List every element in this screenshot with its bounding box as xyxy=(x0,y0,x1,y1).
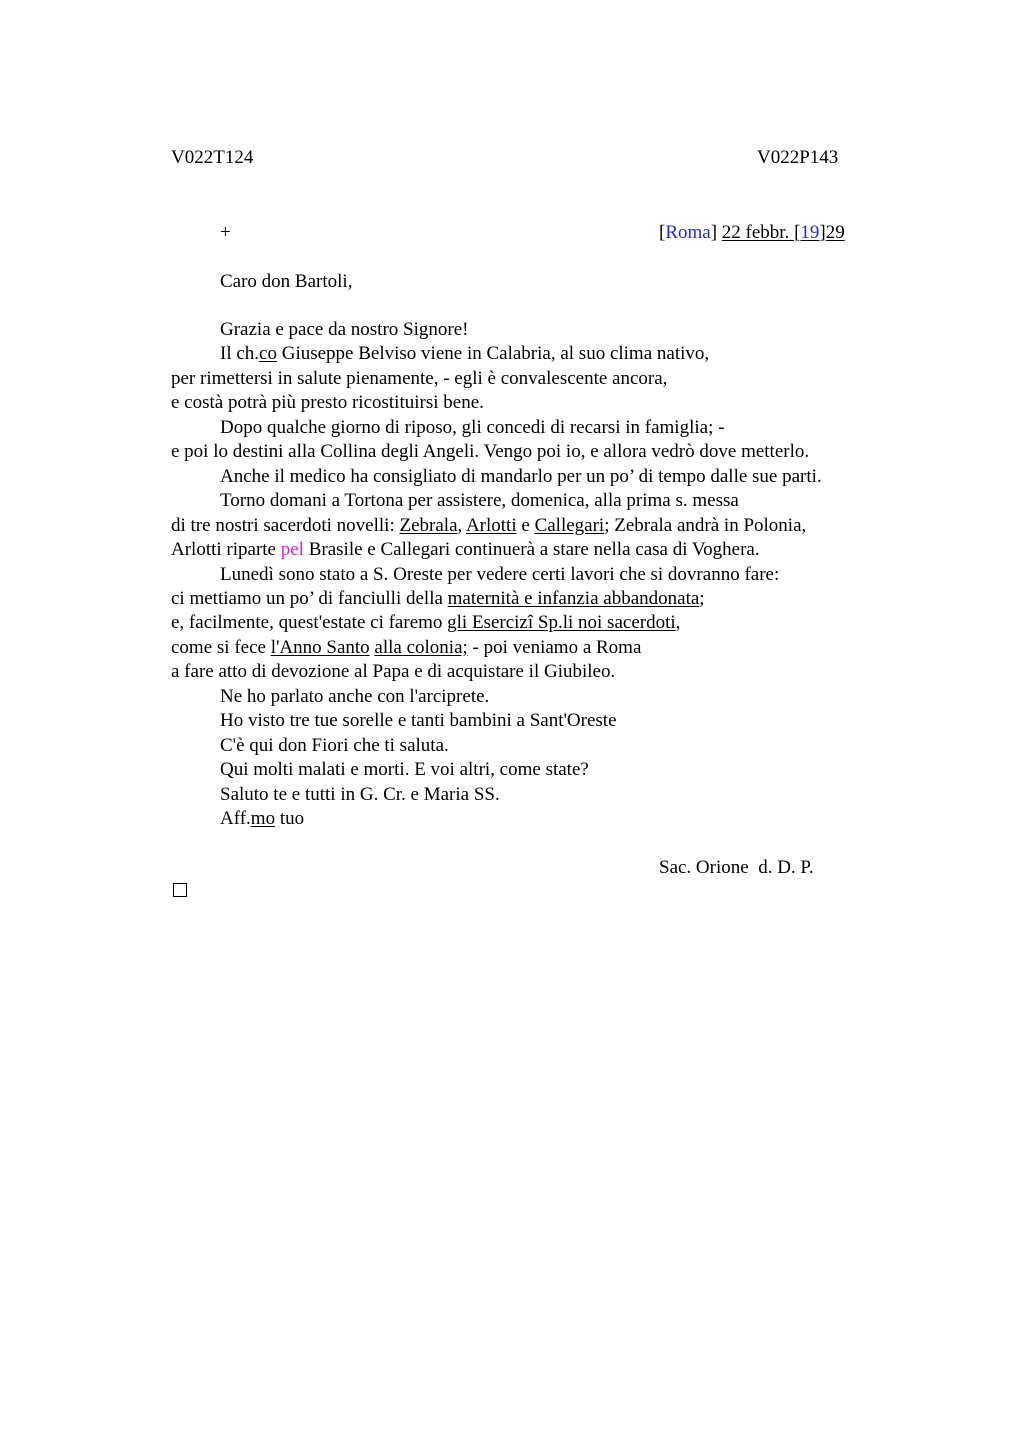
name-callegari: Callegari xyxy=(534,515,605,536)
body-line: e poi lo destini alla Collina degli Angeli. Vengo poi io, e allora vedrò dove metterlo. xyxy=(171,441,810,462)
end-square-mark xyxy=(173,883,187,897)
body-line: Arlotti riparte pel Brasile e Callegari continuerà a stare nella casa di Voghera. xyxy=(171,539,760,560)
signature: Sac. Orione d. D. P. xyxy=(659,857,814,878)
body-line: C'è qui don Fiori che ti saluta. xyxy=(220,735,449,756)
body-line: di tre nostri sacerdoti novelli: Zebrala, Arlotti e Callegari; Zebrala andrà in Polonia, xyxy=(171,515,807,536)
body-line: a fare atto di devozione al Papa e di acquistare il Giubileo. xyxy=(171,661,616,682)
body-line: Dopo qualche giorno di riposo, gli concedi di recarsi in famiglia; - xyxy=(220,417,725,438)
closing-line: Aff.mo tuo xyxy=(220,808,305,829)
body-line: Lunedì sono stato a S. Oreste per vedere certi lavori che si dovranno fare: xyxy=(220,564,780,585)
body-line: come si fece l'Anno Santo alla colonia; - poi veniamo a Roma xyxy=(171,637,642,658)
name-zebrala: Zebrala xyxy=(399,515,458,536)
body-line: ci mettiamo un po’ di fanciulli della maternità e infanzia abbandonata; xyxy=(171,588,705,609)
body-line: e costà potrà più presto ricostituirsi bene. xyxy=(171,392,484,413)
word-pel: pel xyxy=(280,539,304,560)
date-day-month: 22 febbr. [19]29 xyxy=(721,222,845,243)
cross-mark: + xyxy=(220,222,231,243)
body-line: Il ch.co Giuseppe Belviso viene in Calabria, al suo clima nativo, xyxy=(220,343,710,364)
salutation: Caro don Bartoli, xyxy=(220,271,353,292)
body-line: Anche il medico ha consigliato di mandarlo per un po’ di tempo dalle sue parti. xyxy=(220,466,822,487)
body-line: Torno domani a Tortona per assistere, domenica, alla prima s. messa xyxy=(220,490,739,511)
body-line: Qui molti malati e morti. E voi altri, come state? xyxy=(220,759,589,780)
body-line: per rimettersi in salute pienamente, - egli è convalescente ancora, xyxy=(171,368,668,389)
document-code-right: V022P143 xyxy=(757,147,839,168)
greeting-line: Grazia e pace da nostro Signore! xyxy=(220,319,469,340)
date-place: Roma xyxy=(665,222,711,243)
body-line: Ho visto tre tue sorelle e tanti bambini a Sant'Oreste xyxy=(220,710,617,731)
document-code-left: V022T124 xyxy=(171,147,254,168)
body-line: e, facilmente, quest'estate ci faremo gli Esercizi Sp.li noi sacerdoti, xyxy=(171,612,681,633)
name-arlotti: Arlotti xyxy=(465,515,517,536)
body-line: Ne ho parlato anche con l'arciprete. xyxy=(220,686,490,707)
body-line: Saluto te e tutti in G. Cr. e Maria SS. xyxy=(220,784,500,805)
letter-date: [Roma] 22 febbr. [19]29 xyxy=(659,222,845,243)
